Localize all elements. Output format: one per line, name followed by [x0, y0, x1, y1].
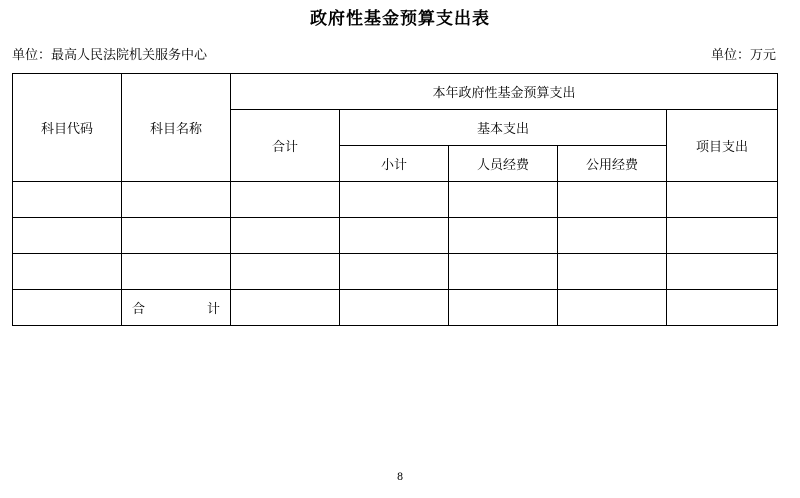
table-cell	[558, 218, 667, 254]
table-cell	[449, 254, 558, 290]
table-cell	[122, 218, 231, 254]
table-row	[13, 218, 778, 254]
table-cell	[449, 182, 558, 218]
table-cell	[231, 182, 340, 218]
table-cell	[231, 218, 340, 254]
table-cell	[231, 254, 340, 290]
unit-organization: 单位：最高人民法院机关服务中心	[12, 48, 208, 63]
table-cell	[13, 254, 122, 290]
total-label-right: 计	[206, 302, 220, 317]
header-code: 科目代码	[13, 74, 122, 182]
page-title: 政府性基金预算支出表	[310, 9, 490, 29]
header-project: 项目支出	[667, 110, 778, 182]
table-cell	[667, 182, 778, 218]
total-label-left: 合	[132, 302, 146, 317]
total-label-cell	[122, 290, 231, 326]
table-cell	[667, 290, 778, 326]
table-cell	[667, 218, 778, 254]
table-cell	[340, 254, 449, 290]
table-row	[13, 254, 778, 290]
header-row-1	[13, 74, 778, 110]
table-cell	[13, 290, 122, 326]
total-row	[13, 290, 778, 326]
unit-currency: 单位：万元	[710, 48, 776, 63]
table-cell	[340, 218, 449, 254]
table-cell	[449, 290, 558, 326]
table-cell	[340, 290, 449, 326]
table-row	[13, 182, 778, 218]
header-group: 本年政府性基金预算支出	[231, 74, 778, 110]
header-name: 科目名称	[122, 74, 231, 182]
header-total: 合计	[231, 110, 340, 182]
header-personnel: 人员经费	[449, 146, 558, 182]
table-cell	[667, 254, 778, 290]
table-cell	[122, 182, 231, 218]
header-public: 公用经费	[558, 146, 667, 182]
header-subtotal: 小计	[340, 146, 449, 182]
table-cell	[558, 182, 667, 218]
budget-table	[12, 73, 778, 326]
table-cell	[13, 218, 122, 254]
table-cell	[449, 218, 558, 254]
table-cell	[558, 290, 667, 326]
table-cell	[231, 290, 340, 326]
header-basic: 基本支出	[340, 110, 667, 146]
table-cell	[13, 182, 122, 218]
page-number: 8	[396, 472, 404, 483]
table-cell	[558, 254, 667, 290]
table-cell	[122, 254, 231, 290]
table-cell	[340, 182, 449, 218]
